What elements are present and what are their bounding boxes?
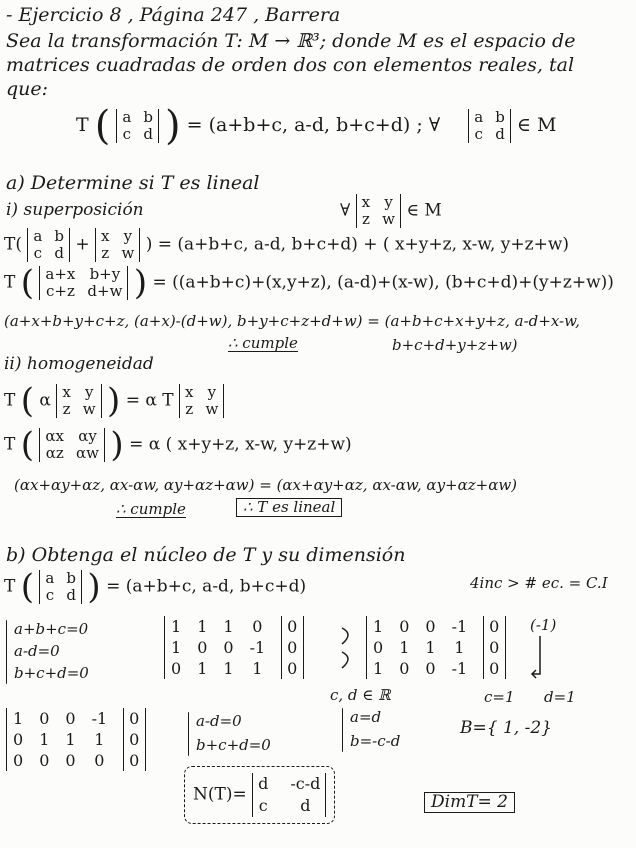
augmented-matrix-2: 1 0 0 -1 0 0 1 1 1 0 1 0 0 -1 0 bbox=[366, 616, 506, 679]
superposition-line-1: T( a b c d + x y z w ) = (a+b+c, a-d, b+c+d) + ( x+y+z, x-w, y+z+w) bbox=[4, 227, 569, 262]
superposition-line-4: b+c+d+y+z+w) bbox=[392, 336, 518, 354]
part-a-heading: a) Determine si T es lineal bbox=[6, 172, 260, 194]
matrix-xyzw: x y z w bbox=[356, 194, 401, 228]
system-2-eq-2: b+c+d=0 bbox=[196, 736, 271, 754]
system-1-eq-3: b+c+d=0 bbox=[14, 664, 89, 682]
basis: B={ 1, -2} bbox=[460, 718, 552, 738]
swap-arrows-icon bbox=[338, 618, 360, 678]
forall-xyzw: ∀ x y z w ∈ M bbox=[340, 193, 442, 228]
system-1-brace bbox=[6, 620, 7, 684]
homogeneity-line-2: T ( αx αy αz αw ) = α ( x+y+z, x-w, y+z+w) bbox=[4, 425, 352, 465]
system-3-brace bbox=[342, 708, 343, 752]
augmented-matrix-3: 1 0 0 -1 0 0 1 1 1 0 0 0 0 0 0 bbox=[6, 708, 146, 771]
lineal-conclusion: ∴ T es lineal bbox=[236, 498, 342, 517]
system-1-eq-2: a-d=0 bbox=[14, 642, 60, 660]
matrix-abcd-2: a b c d bbox=[468, 109, 511, 143]
homogeneity-line-3: (αx+αy+αz, αx-αw, αy+αz+αw) = (αx+αy+αz, αx-αw, αy+αz+αw) bbox=[14, 476, 518, 494]
c-value: c=1 bbox=[484, 688, 515, 706]
intro-line-2: matrices cuadradas de orden dos con elementos reales, tal bbox=[6, 54, 575, 76]
definition-line: T ( a b c d ) = (a+b+c, a-d, b+c+d) ; ∀ a b c d ∈ M bbox=[76, 103, 557, 149]
superposition-line-3: (a+x+b+y+c+z, (a+x)-(d+w), b+y+c+z+d+w) = (a+b+c+x+y+z, a-d+x-w, bbox=[4, 312, 580, 330]
cumple-2: ∴ cumple bbox=[116, 500, 186, 518]
exercise-title: - Ejercicio 8 , Página 247 , Barrera bbox=[6, 4, 341, 26]
intro-line-3: que: bbox=[6, 78, 49, 100]
superposition-label: i) superposición bbox=[6, 200, 144, 220]
row-operation-arrow-icon bbox=[528, 634, 548, 680]
t-symbol: T bbox=[76, 114, 89, 136]
inc-note: 4inc > # ec. = C.I bbox=[470, 574, 608, 592]
nucleus-matrix: d -c-d c d bbox=[252, 773, 326, 817]
d-value: d=1 bbox=[544, 688, 576, 706]
nucleus-box: N(T)= d -c-d c d bbox=[184, 766, 335, 824]
system-2-brace bbox=[188, 712, 189, 756]
homogeneity-label: ii) homogeneidad bbox=[4, 354, 154, 374]
system-1-eq-1: a+b+c=0 bbox=[14, 620, 89, 638]
homogeneity-line-1: T ( α x y z w ) = α T x y z w bbox=[4, 384, 224, 418]
superposition-line-2: T ( a+x b+y c+z d+w ) = ((a+b+c)+(x,y+z), (a-d)+(x-w), (b+c+d)+(y+z+w)) bbox=[4, 263, 614, 303]
system-3-eq-2: b=-c-d bbox=[350, 732, 401, 750]
system-2-eq-1: a-d=0 bbox=[196, 712, 242, 730]
definition-rhs: = (a+b+c, a-d, b+c+d) ; ∀ bbox=[186, 114, 441, 136]
cumple-1: ∴ cumple bbox=[228, 334, 298, 352]
kernel-setup-line: T ( a b c d ) = (a+b+c, a-d, b+c+d) bbox=[4, 567, 307, 607]
matrix-abcd: a b c d bbox=[116, 109, 159, 143]
row-operation: (-1) bbox=[530, 616, 557, 634]
dimension-box: DimT= 2 bbox=[424, 792, 515, 813]
cd-real: c, d ∈ ℝ bbox=[330, 686, 391, 704]
intro-line-1: Sea la transformación T: M → ℝ³; donde M es el espacio de bbox=[6, 30, 576, 52]
system-3-eq-1: a=d bbox=[350, 708, 382, 726]
part-b-heading: b) Obtenga el núcleo de T y su dimensión bbox=[6, 544, 406, 566]
augmented-matrix-1: 1 1 1 0 0 1 0 0 -1 0 0 1 1 1 0 bbox=[164, 616, 304, 679]
